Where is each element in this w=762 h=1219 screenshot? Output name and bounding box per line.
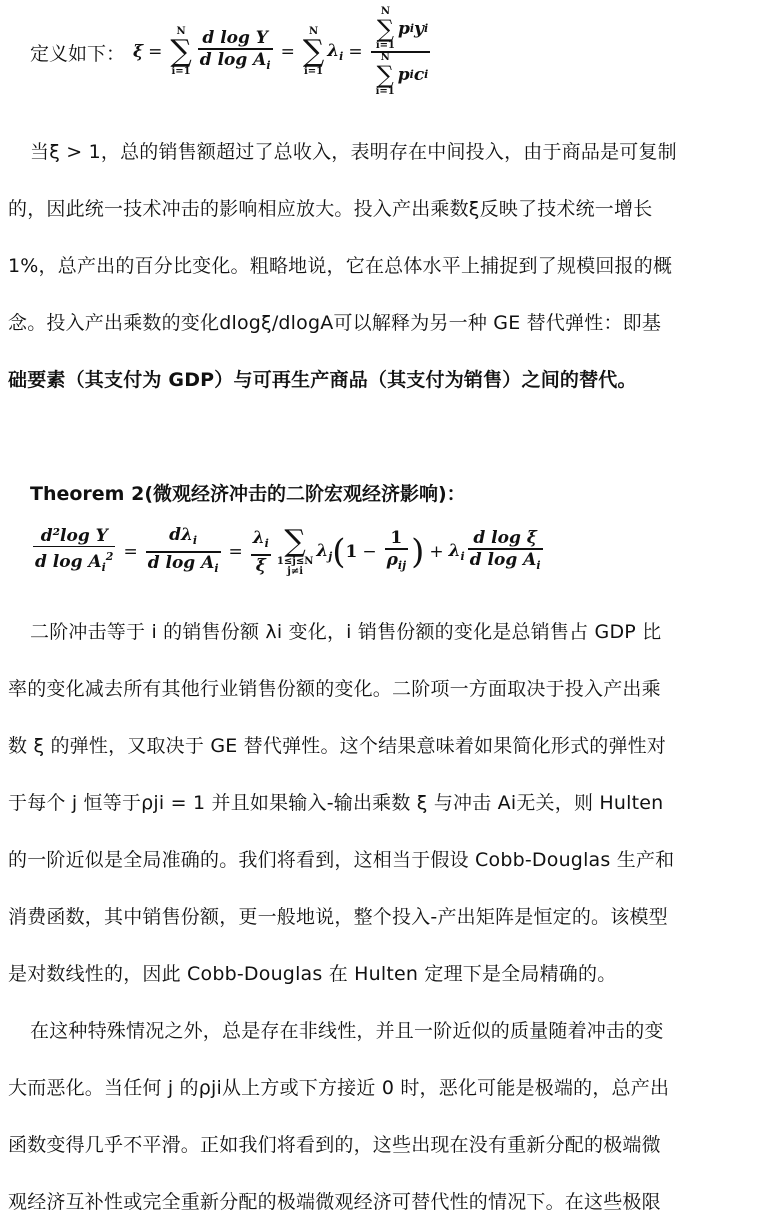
paragraph2-line-5: 的一阶近似是全局准确的。我们将看到，这相当于假设 Cobb-Douglas 生产和 [8,849,675,871]
paragraph1-line-2: 的，因此统一技术冲击的影响相应放大。投入产出乘数ξ反映了技术统一增长 [8,198,653,220]
definition-label: 定义如下： [30,42,126,65]
paragraph3-line-1: 在这种特殊情况之外，总是存在非线性，并且一阶近似的质量随着冲击的变 [30,1020,664,1042]
equals-sign: = [280,42,295,62]
paragraph2-line-1: 二阶冲击等于 i 的销售份额 λi 变化，i 销售份额的变化是总销售占 GDP 比 [30,621,662,643]
second-order-equation: $\frac{\text{d²log Υ}}{d \log A_i^2}$ = $\frac{d\lambda_i}{d \log A_i}$ = $\frac{\lambda_i}{\xi}$ ∑ 1≤j≤N j≠i $\lambda_j$ ( 1 − $\frac{1}{\rho_{ij}}$ ) + $\lambda_i$ $\frac{\text{d log ξ}}{d \log A_i}$ [35,524,541,577]
equals-sign: = [348,42,363,62]
paragraph2-line-7: 是对数线性的，因此 Cobb-Douglas 在 Hulten 定理下是全局精确的。 [8,963,617,985]
fraction-dlogY-dlogA: $\frac{\text{d log Υ}}{d \log A_i}$ [199,28,271,72]
fraction-dlogxi: $\frac{\text{d log ξ}}{d \log A_i}$ [469,528,541,572]
paragraph1-line-4: 念。投入产出乘数的变化dlogξ/dlogA可以解释为另一种 GE 替代弹性：即基 [8,312,662,334]
sum-operator-1: N ∑ i=1 [170,26,192,77]
sum-operator-j: ∑ 1≤j≤N j≠i [276,524,314,577]
lambda-i: $\lambda_i$ [327,41,344,63]
theorem-title: Theorem 2(微观经济冲击的二阶宏观经济影响)： [30,483,466,505]
sum-operator-2: N ∑ i=1 [302,26,325,77]
paragraph1-line-5: 础要素（其支付为 GDP）与可再生产商品（其支付为销售）之间的替代。 [8,369,637,391]
paragraph2-line-6: 消费函数，其中销售份额，更一般地说，整个投入-产出矩阵是恒定的。该模型 [8,906,668,928]
paragraph2-line-2: 率的变化减去所有其他行业销售份额的变化。二阶项一方面取决于投入产出乘 [8,678,661,700]
fraction-dlambda: $\frac{d\lambda_i}{d \log A_i}$ [147,525,219,575]
fraction-d2logY: $\frac{\text{d²log Υ}}{d \log A_i^2}$ [35,525,114,575]
fraction-lambda-over-xi: $\frac{\lambda_i}{\xi}$ [252,528,269,576]
paragraph1-line-3: 1%，总产出的百分比变化。粗略地说，它在总体水平上捕捉到了规模回报的概 [8,255,673,277]
paragraph3-line-3: 函数变得几乎不平滑。正如我们将看到的，这些出现在没有重新分配的极端微 [8,1134,661,1156]
paragraph2-line-3: 数 ξ 的弹性，又取决于 GE 替代弹性。这个结果意味着如果简化形式的弹性对 [8,735,667,757]
definition-equation [30,4,433,100]
fraction-one-over-rho: $\frac{1}{\rho_{ij}}$ [386,528,407,572]
paragraph3-line-2: 大而恶化。当任何 j 的ρji从上方或下方接近 0 时，恶化可能是极端的，总产出 [8,1077,670,1099]
xi-symbol: ξ [133,42,144,62]
equals-sign: = [148,42,163,62]
paragraph2-line-4: 于每个 j 恒等于ρji = 1 并且如果输入-输出乘数 ξ 与冲击 Ai无关，则 Hulten [8,792,664,814]
fraction-sales-over-income: N ∑ i=1 p i y i N ∑ i=1 p i c i [371,7,431,96]
paragraph3-line-4: 观经济互补性或完全重新分配的极端微观经济可替代性的情况下。在这些极限 [8,1191,661,1213]
paragraph1-line-1: 当ξ > 1，总的销售额超过了总收入，表明存在中间投入，由于商品是可复制 [30,141,677,163]
